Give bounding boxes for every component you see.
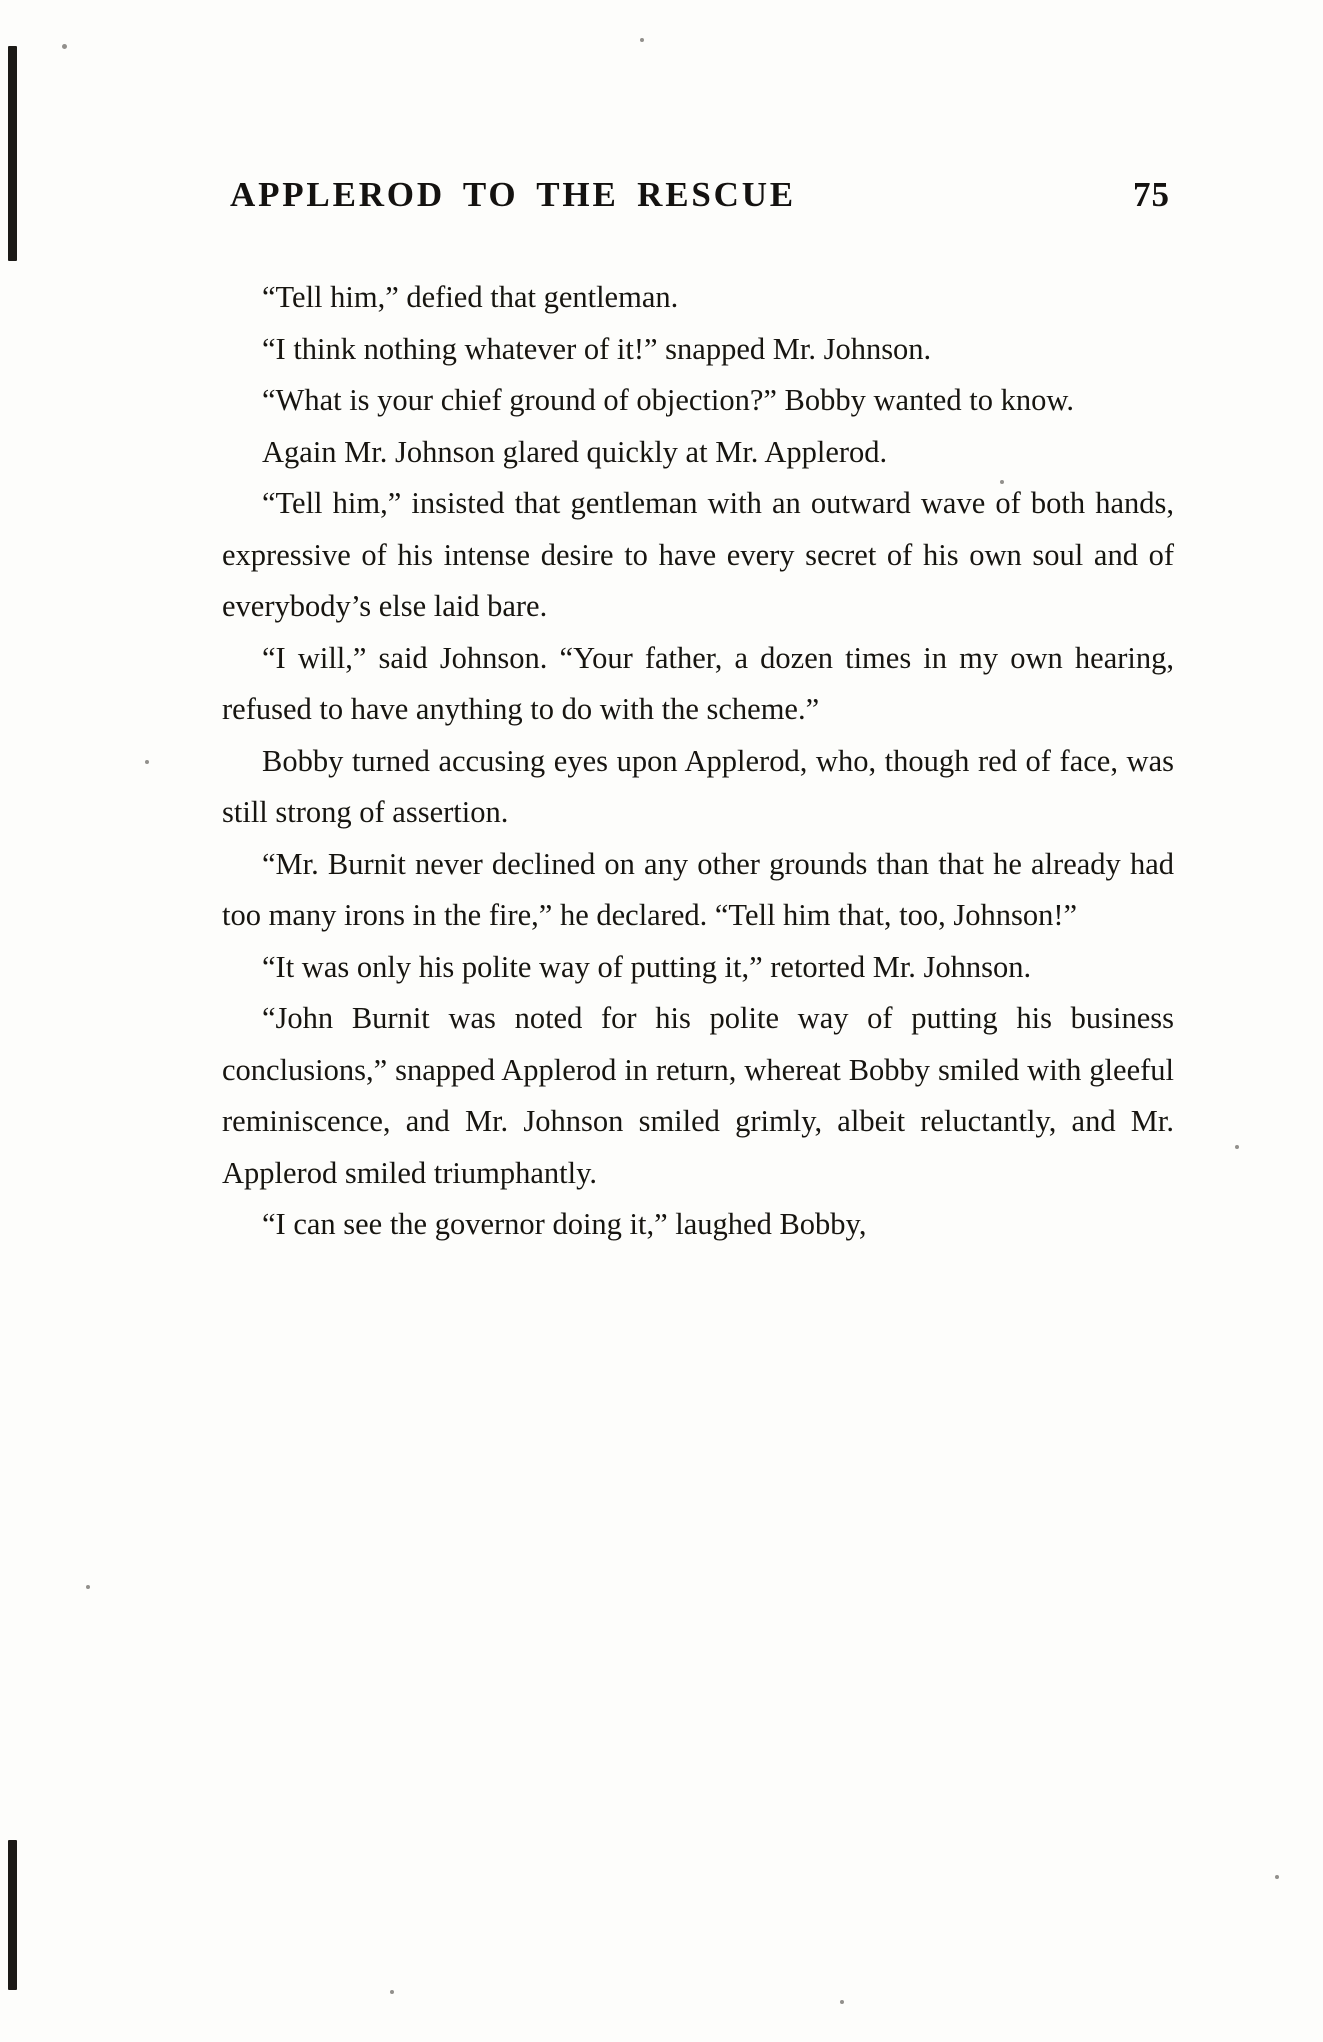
page-header — [230, 175, 1170, 215]
paragraph: “I can see the governor doing it,” laughed Bobby, — [262, 1207, 867, 1241]
paragraph: “Mr. Burnit never declined on any other grounds than that he already had too many irons in the fire,” he declared. “Tell him that, too, Johnson!” — [222, 846, 1174, 932]
paragraph: “It was only his polite way of putting it,” retorted Mr. Johnson. — [262, 949, 1032, 984]
page-number: 75 — [1133, 175, 1170, 214]
paragraph: Bobby turned accusing eyes upon Applerod, who, though red of face, was still strong of assertion. — [222, 743, 1174, 829]
paragraph: Again Mr. Johnson glared quickly at Mr. Applerod. — [262, 434, 888, 469]
paragraph: “Tell him,” insisted that gentleman with an outward wave of both hands, expressive of his intense desire to have every secret of his own soul and of everybody’s else laid bare. — [222, 486, 1174, 623]
paragraph: “I think nothing whatever of it!” snapped Mr. Johnson. — [262, 331, 932, 366]
running-head: APPLEROD TO THE RESCUE — [230, 175, 796, 214]
body-text — [222, 272, 1174, 1251]
paragraph: “I will,” said Johnson. “Your father, a dozen times in my own hearing, refused to have anything to do with the scheme.” — [222, 640, 1174, 726]
paragraph: “What is your chief ground of objection?” Bobby wanted to know. — [262, 383, 1074, 417]
paragraph: “Tell him,” defied that gentleman. — [262, 280, 679, 314]
paragraph: “John Burnit was noted for his polite way of putting his business conclusions,” snapped Applerod in return, whereat Bobby smiled with gleeful reminiscence, and Mr. Johnson smiled grimly, albeit reluctantly, and Mr. Applerod smiled triumphantly. — [222, 1001, 1174, 1190]
